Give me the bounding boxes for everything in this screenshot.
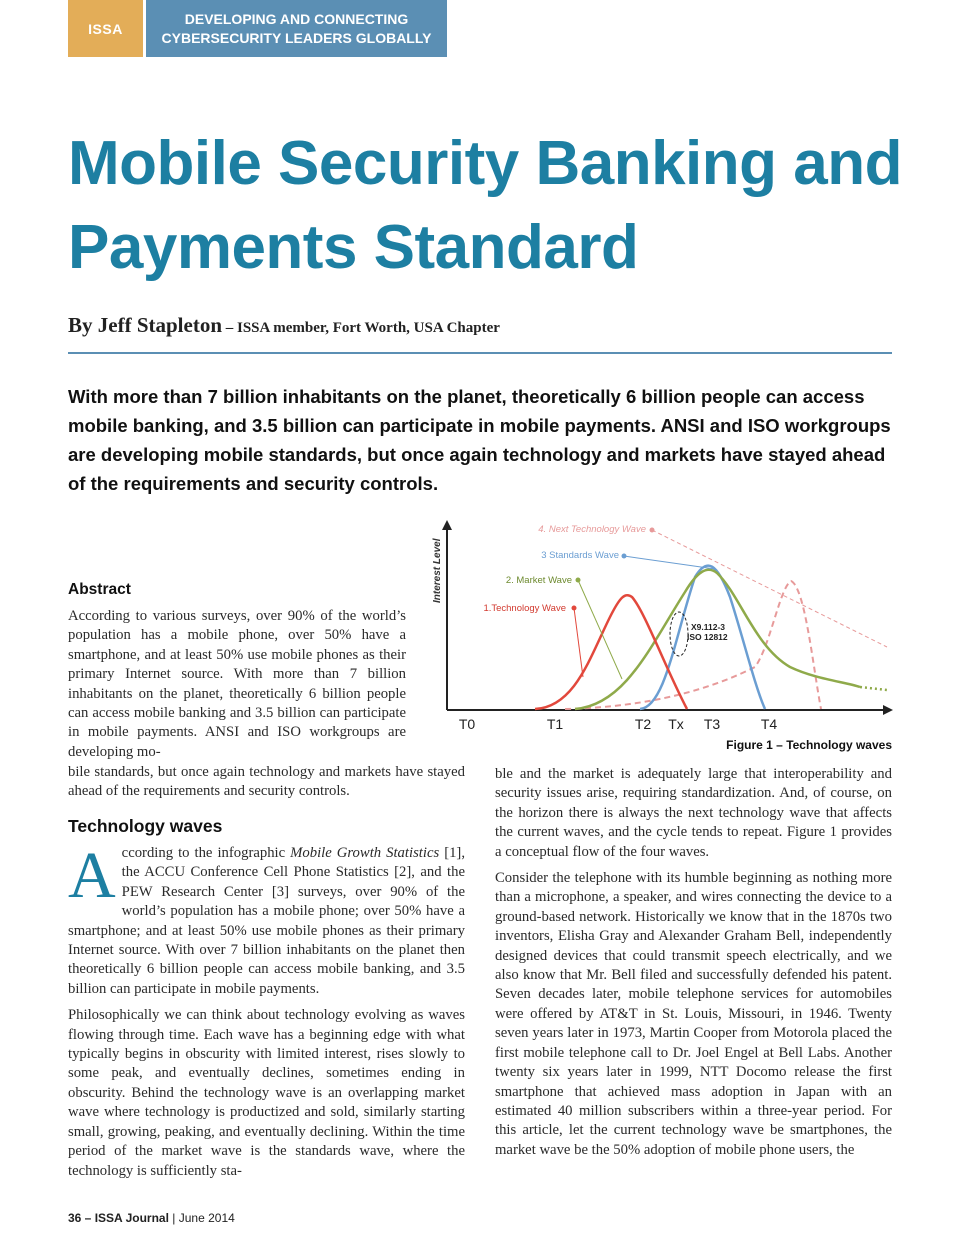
- abstract-text-part1: According to various surveys, over 90% of the world’s population has a mobile phone, over 50% have a smartphone, and at least 50% use mobile phones as their primary Internet source. With more than 7 billion inhabitants on the planet, theoretically 6 billion people can access mobile banking and 3.5 billion can participate in mobile payments. ANSI and ISO workgroups are developing mo-: [68, 608, 406, 760]
- tick-tx: Tx: [668, 716, 684, 732]
- wave-market-tail: [860, 687, 887, 690]
- abstract-text-part2: bile standards, but once again technology and markets have stayed ahead of the requirements and security controls.: [68, 764, 465, 800]
- issa-tag-text: ISSA: [88, 20, 123, 37]
- figure-caption: Figure 1 – Technology waves: [726, 738, 892, 752]
- header-band-line1: DEVELOPING AND CONNECTING: [184, 10, 409, 27]
- abstract-heading: Abstract: [68, 581, 131, 598]
- y-axis-arrow: [442, 520, 452, 530]
- tick-t3: T3: [703, 716, 721, 732]
- p1-text-b: [1], the ACCU Conference Cell Phone Statistics [2], and the PEW Research Center [3] surveys, over 90% of the world’s population has a mobile phone; over 50% have a smartphone; and at least 50% use mobile phones as their primary Internet source. With over 7 billion inhabitants on the planet then theoretically 6 billion people can access mobile banking, and 3.5 billion can participate in mobile payments.: [68, 845, 465, 997]
- annotation-x9: X9.112-3: [691, 622, 726, 632]
- header-band-line2: CYBERSECURITY LEADERS GLOBALLY: [161, 29, 432, 46]
- byline: [68, 313, 500, 338]
- left-column: [68, 839, 465, 1188]
- footer-separator: |: [168, 1211, 179, 1225]
- label-next-technology: 4. Next Technology Wave: [538, 524, 646, 535]
- leader-technology: [574, 608, 583, 677]
- author-affiliation: – ISSA member, Fort Worth, USA Chapter: [222, 320, 500, 336]
- title-rule: [68, 352, 892, 354]
- leader-standards: [624, 556, 715, 569]
- x-axis-arrow: [883, 705, 893, 715]
- technology-waves-figure: [425, 517, 895, 737]
- annotation-iso: ISO 12812: [687, 632, 728, 642]
- label-market: 2. Market Wave: [505, 575, 572, 586]
- section-heading: Technology waves: [68, 816, 223, 836]
- drop-cap: A: [68, 839, 116, 912]
- wave-next-technology: [565, 581, 821, 709]
- paragraph-1: [68, 839, 465, 999]
- footer-page: 36 – ISSA Journal: [68, 1211, 169, 1225]
- header-band: [146, 0, 447, 57]
- article-title: Mobile Security Banking and Payments Standard: [68, 129, 902, 282]
- lede-paragraph: With more than 7 billion inhabitants on the planet, theoretically 6 billion people can access mobile banking, and 3.5 billion can participate in mobile payments. ANSI and ISO workgroups are developing mobile standards, but once again technology and markets have stayed ahead of the requirements and security controls.: [68, 386, 891, 494]
- footer-date: June 2014: [178, 1211, 235, 1225]
- issa-tag: [68, 0, 143, 57]
- right-column: [495, 765, 892, 1167]
- label-standards: 3 Standards Wave: [541, 550, 619, 561]
- paragraph-3: ble and the market is adequately large that interoperability and security issues arise, requiring standardization. And, of course, on the horizon there is always the next technology wave that affects the current waves, and the cycle tends to repeat. Figure 1 provides a conceptual flow of the four waves.: [495, 766, 892, 860]
- page-footer: [68, 1211, 235, 1225]
- dot-next-technology: [650, 528, 655, 533]
- paragraph-4: Consider the telephone with its humble beginning as nothing more than a microphone, a speaker, and wires connecting the device to a ground-based network. Historically we know that in the 1870s two inventors, Elisha Gray and Alexander Graham Bell, independently designed devices that could transmit speech electrically, and we also know that Mr. Bell filed and successfully defended his patent. Seven decades later, mobile telephone services for automobiles were offered by AT&T in St. Louis, Missouri, in 1946. Twenty seven years later in 1973, Martin Cooper from Motorola placed the first mobile telephone call to Dr. Joel Engel at Bell Labs. Another twenty six years later in 1999, NTT Docomo release the first smartphone that achieved mass adoption in Japan with an estimated 40 million subscribers within a three-year period. For this article, let the current technology wave be smartphones, the market wave be the 50% adoption of mobile phone users, the: [495, 870, 892, 1158]
- tick-t1: T1: [546, 716, 564, 732]
- leader-market: [578, 580, 622, 679]
- label-technology: 1.Technology Wave: [483, 603, 566, 614]
- dot-market: [576, 578, 581, 583]
- dot-technology: [572, 606, 577, 611]
- p1-italic-title: Mobile Growth Statistics: [290, 845, 440, 861]
- tick-t2: T2: [634, 716, 652, 732]
- author-name: By Jeff Stapleton: [68, 313, 222, 337]
- paragraph-2: Philosophically we can think about technology evolving as waves flowing through time. Each wave has a beginning edge with what typically begins in obscurity with limited interest, rises slowly to some peak, and eventually declines, sometimes ending in obscurity. Behind the technology wave is an overlapping market wave where technology is productized and sold, similarly starting small, growing, peaking, and eventually declining. Within the time period of the market wave is the standards wave, where the technology is sufficiently sta-: [68, 1007, 465, 1179]
- y-axis-label: Interest Level: [432, 538, 443, 603]
- tick-t0: T0: [458, 716, 476, 732]
- dot-standards: [622, 554, 627, 559]
- p1-text-a: ccording to the infographic: [121, 845, 291, 861]
- tick-t4: T4: [760, 716, 778, 732]
